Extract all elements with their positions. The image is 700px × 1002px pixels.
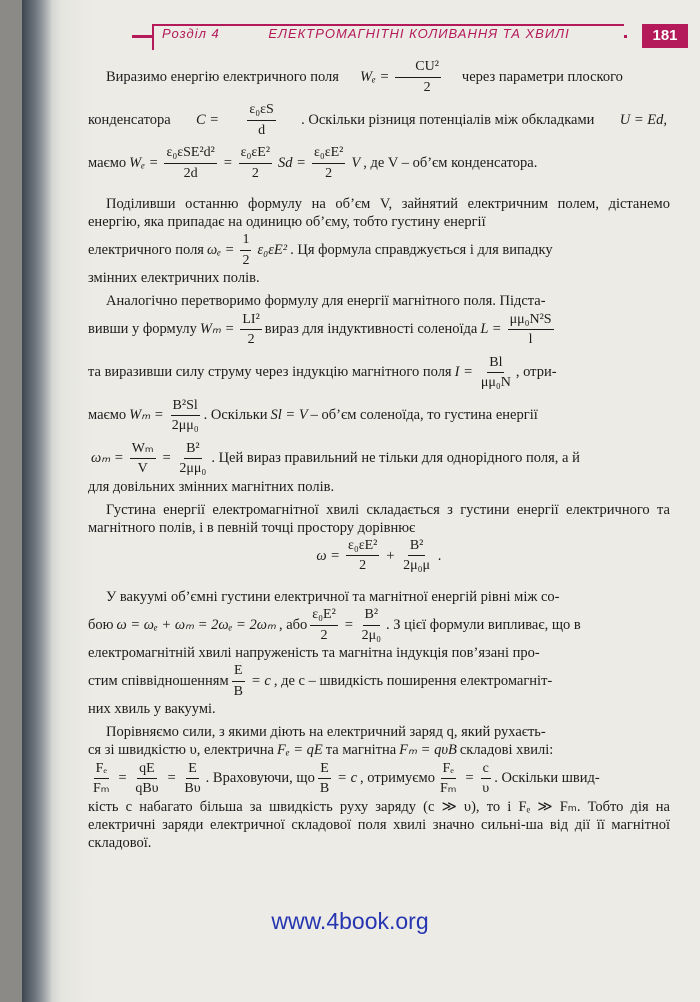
fraction [401,537,432,575]
text: та магнітна [325,742,397,759]
denominator: 2 [359,558,367,574]
para-11-b [88,760,670,798]
equals: = [117,770,128,787]
para-4-line-3: змінних електричних полів. [88,270,260,287]
formula-lhs: C = [195,111,220,128]
numerator: ε₀εE² [346,537,379,557]
denominator: qBυ [135,781,159,796]
plus: + [385,547,396,564]
formula-part: = c [337,770,358,787]
fraction [438,760,459,798]
formula: Sl = V [270,407,308,424]
formula-part: Sd = [278,154,306,171]
formula-lhs: ωₘ = [91,450,124,467]
text: вираз для індуктивності соленоїда [264,321,478,338]
numerator: c [481,760,491,780]
denominator: 2 [423,79,431,95]
denominator: 2 [251,165,259,181]
numerator: ε₀εS [247,101,275,121]
formula-lhs: I = [454,364,473,381]
text: та виразивши силу струму через індукцію магнітного поля [88,364,452,381]
numerator: CU² [395,58,441,78]
para-8 [88,440,670,478]
formula: Fₘ = qυB [399,742,457,759]
formula-lhs: ω = [316,547,340,564]
chapter-title: ЕЛЕКТРОМАГНІТНІ КОЛИВАННЯ ТА ХВИЛІ [268,26,570,41]
fraction [239,144,272,182]
denominator: 2μμ₀ [171,418,199,433]
denominator: 2μ₀μ [403,558,431,574]
text: Виразимо енергію електричного поля [106,68,339,85]
book-page [22,0,700,1002]
fraction [177,440,208,478]
denominator: υ [482,781,490,796]
para-9-line-1: Густина енергії електромагнітної хвилі складається з густини енергії електричного та магнітного полів, і в певній точці простору дорівнює [88,501,670,536]
fraction [360,606,383,644]
para-1 [88,58,670,96]
formula: U = Ed, [619,111,667,128]
denominator: 2 [247,332,255,347]
page-number: 181 [642,24,688,48]
text: . Враховуючи, що [205,770,315,787]
para-5-line-1: Аналогічно перетворимо формулу для енергії магнітного поля. Підста- [106,293,546,310]
text: , де V – об’єм конденсатора. [363,154,538,171]
para-4 [88,231,670,269]
page-content [88,58,670,852]
text: стим співвідношенням [88,673,229,690]
numerator: ε₀E² [310,606,338,626]
text: електричного поля [88,242,204,259]
fraction [91,760,112,798]
para-6 [88,354,670,392]
text: маємо [88,407,127,424]
formula-lhs: Wₘ = [129,407,164,424]
para-10-line-3: електромагнітній хвилі напруженість та магнітна індукція пов’язані про- [88,645,540,661]
text: , отри- [515,364,557,381]
denominator: V [137,461,148,476]
numerator: E [318,760,331,780]
numerator: LI² [240,311,261,331]
fraction [247,101,275,139]
numerator: Fₑ [94,760,109,780]
numerator: ε₀εE² [312,144,345,164]
numerator: Wₘ [130,440,156,460]
para-11-line-1: Порівняємо сили, з якими діють на електричний заряд q, який рухаєть- [106,724,546,741]
denominator: B [319,781,330,796]
denominator: 2 [242,252,250,268]
fraction [130,440,156,478]
text: вивши у формулу [88,321,197,338]
fraction [240,231,251,269]
numerator: ε₀εE² [239,144,272,164]
para-9-formula [88,537,670,575]
text: конденсатора [88,111,171,128]
denominator: Fₘ [439,781,457,796]
para-11-a [88,741,670,759]
para-10-line-1: У вакуумі об’ємні густини електричної та магнітної енергій рівні між со- [106,588,560,605]
para-5 [88,311,670,349]
text: . Оскільки [203,407,268,424]
text: бою [88,616,114,633]
formula-lhs: ωₑ = [206,242,235,259]
formula-lhs: L = [480,321,502,338]
formula-part: ε₀εE² [257,242,288,259]
equals: = [222,154,233,171]
para-8-line-2: для довільних змінних магнітних полів. [88,478,335,495]
fraction [318,760,331,798]
denominator: 2μμ₀ [179,461,207,476]
fraction [312,144,345,182]
equals: = [166,770,177,787]
text: ся зі швидкістю υ, електрична [88,742,274,759]
denominator: B [233,683,243,699]
watermark-link[interactable]: www.4book.org [271,908,429,934]
text: , отримуємо [360,770,435,787]
formula-lhs: Wₑ = [129,154,159,171]
text: . Оскільки швид- [494,770,600,787]
text: складові хвилі: [459,742,554,759]
text: маємо [88,154,127,171]
para-10-line-5: них хвиль у вакуумі. [88,701,216,718]
text: . Ця формула справджується і для випадку [290,242,553,259]
header-text [162,26,632,41]
numerator: Fₑ [441,760,456,780]
para-10-b [88,662,670,700]
fraction [480,760,491,798]
text: . Оскільки різниця потенціалів між обкладками [301,111,595,128]
equals: = [464,770,475,787]
text: – об’єм соленоїда, то густина енергії [310,407,538,424]
para-11-line-4: кість c набагато більша за швидкість руху заряду (c ≫ υ), то і Fₑ ≫ Fₘ. Тобто дія на електричні заряди електричної складової поля хвилі значно сильні-ша від дії її магнітної складової. [88,798,670,851]
numerator: ε₀εSE²d² [164,144,216,164]
numerator: B²Sl [171,397,200,417]
fraction [508,311,554,349]
fraction [182,760,202,798]
fraction [346,537,379,575]
denominator: l [528,332,533,347]
denominator: 2 [325,165,333,181]
fraction [240,311,261,349]
numerator: qE [137,760,157,780]
text: , або [278,616,308,633]
book-binding-shadow [22,0,52,1002]
para-3 [88,144,670,182]
text: через параметри плоского [461,68,623,85]
fraction [170,397,201,435]
formula: ω = ωₑ + ωₘ = 2ωₑ = 2ωₘ [116,616,276,633]
fraction [310,606,338,644]
formula-part: = c [250,673,271,690]
fraction [164,144,216,182]
numerator: 1 [240,231,251,251]
para-7 [88,397,670,435]
numerator: Bl [487,354,504,374]
denominator: 2d [183,165,198,181]
denominator: Bυ [184,781,201,796]
equals: = [343,616,354,633]
para-2 [88,101,670,139]
numerator: B² [184,440,202,460]
numerator: B² [363,606,381,626]
numerator: E [186,760,199,780]
denominator: 2μ₀ [361,627,381,643]
page-header [132,20,692,48]
denominator: Fₘ [93,781,110,796]
denominator: 2 [320,627,328,643]
fraction [479,354,513,392]
para-4-line-1: Поділивши останню формулу на об’єм V, зайнятий електричним полем, дістанемо енергію, яка припадає на одиницю об’єму, тобто густину енергії [88,196,670,231]
denominator: μμ₀N [480,375,511,390]
equals: = [161,450,172,467]
numerator: E [232,662,245,682]
formula: Fₑ = qE [276,742,323,759]
fraction [395,58,441,96]
period: . [438,547,442,564]
numerator: B² [408,537,426,557]
formula-lhs: Wₑ = [359,68,390,85]
denominator: d [258,122,266,138]
fraction [133,760,160,798]
text: . З цієї формули випливає, що в [386,616,581,633]
fraction [232,662,245,700]
formula-part: V [351,154,361,171]
text: , де c – швидкість поширення електромагніт- [273,673,553,690]
numerator: μμ₀N²S [508,311,554,331]
text: . Цей вираз правильний не тільки для однорідного поля, а й [211,450,580,467]
formula-lhs: Wₘ = [199,321,235,338]
para-10 [88,606,670,644]
chapter-label: Розділ 4 [162,26,220,41]
